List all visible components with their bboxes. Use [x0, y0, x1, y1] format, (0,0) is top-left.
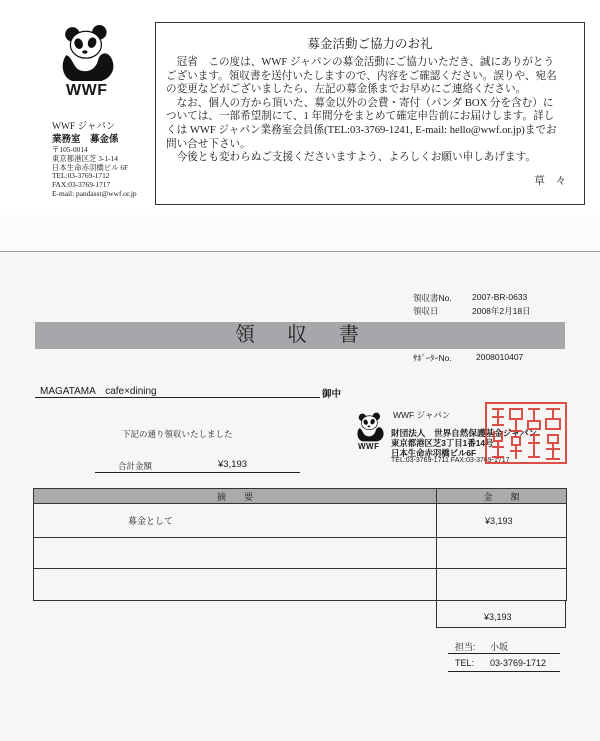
letter-box [155, 22, 585, 205]
total-amount: ¥3,193 [218, 459, 248, 470]
staff-tel-label: TEL: [455, 658, 475, 668]
wwf-panda-logo-icon [57, 24, 121, 82]
total-underline [95, 472, 300, 473]
wwf-logo-text: WWF [66, 82, 108, 99]
staff-label: 担当: [455, 642, 476, 652]
org-address1: 東京都港区芝 3-1-14 [52, 154, 118, 163]
letter-line: 今後とも変わらぬご支援くださいますよう、よろしくお願い申しあげます。 [166, 152, 536, 164]
table-header-row [34, 489, 567, 504]
supporter-no-label: ｻﾎﾟｰﾀｰNo. [413, 353, 452, 363]
org-email: E-mail: pandasst@wwf.or.jp [52, 189, 137, 198]
staff-underline [448, 653, 560, 654]
letter-line: の変更などがございましたら、左記の募金係までお早めにご連絡ください。 [166, 84, 527, 96]
org-postal: 〒105-0014 [52, 145, 88, 154]
staff-tel-underline [448, 671, 560, 672]
letter-closing: 草 々 [534, 176, 566, 187]
issuer-address1: 東京都港区芝3丁目1番14号 [391, 438, 494, 448]
total-label: 合計金額 [118, 461, 153, 471]
row-amount: ¥3,193 [437, 504, 567, 538]
letter-line: なお、個人の方から頂いた、募金以外の会費・寄付（パンダ BOX 分を含む）に [166, 97, 554, 109]
receipt-no: 2007-BR-0633 [472, 292, 528, 302]
addressee: MAGATAMA cafe×dining [40, 386, 157, 397]
issuer-name: WWF ジャパン [393, 410, 451, 420]
org-name: WWF ジャパン [52, 122, 116, 132]
org-address2: 日本生命赤羽橋ビル 6F [52, 163, 129, 172]
supporter-no: 2008010407 [476, 352, 524, 362]
letter-title: 募金活動ご協力のお礼 [307, 37, 433, 51]
line-items-table [33, 488, 567, 601]
letter-line: 冠省 この度は、WWF ジャパンの募金活動にご協力いただき、誠にありがとう [166, 57, 555, 68]
thank-you-letter [0, 0, 600, 215]
letter-line: 問い合せ下さい。 [166, 138, 251, 150]
table-row [34, 569, 567, 601]
row-amount [437, 569, 567, 601]
issuer-legal-name: 財団法人 世界自然保護基金ジャパン [391, 428, 537, 438]
staff-tel: 03-3769-1712 [490, 658, 547, 668]
header-amount: 金 額 [437, 489, 567, 504]
issuer-address2: 日本生命赤羽橋ビル6F [391, 448, 477, 458]
letter-body [166, 56, 557, 165]
receipt-no-label: 領収書No. [413, 293, 452, 303]
addressee-underline [35, 397, 320, 398]
header-description: 摘 要 [34, 489, 437, 504]
table-row [34, 504, 567, 538]
receipt-title: 領 収 書 [35, 322, 565, 349]
row-amount [437, 538, 567, 569]
receipt-date-label: 領収日 [413, 306, 439, 316]
table-row [34, 538, 567, 569]
table-total-amount: ¥3,193 [436, 600, 566, 628]
received-statement: 下記の通り領収いたしました [122, 429, 233, 439]
letter-line: ついては、一部希望制にて、1 年間分をまとめて確定申告前にお届けします。詳し [166, 111, 555, 123]
staff-name: 小坂 [490, 642, 509, 652]
row-description [34, 569, 437, 601]
letter-line: ございます。領収書を送付いたしますので、内容をご確認ください。誤りや、宛名 [166, 70, 557, 82]
receipt-date: 2008年2月18日 [472, 306, 531, 316]
row-description [34, 538, 437, 569]
org-dept: 業務室 募金係 [52, 135, 119, 145]
wwf-panda-small-logo-icon [355, 412, 387, 442]
row-description: 募金として [34, 504, 437, 538]
org-tel: TEL:03-3769-1712 [52, 171, 110, 180]
official-seal-icon [484, 401, 568, 465]
org-fax: FAX:03-3769-1717 [52, 180, 111, 189]
issuer-tel-fax: TEL:03-3769-1711 FAX:03-3769-1717 [391, 457, 510, 464]
honorific: 御中 [322, 389, 342, 400]
letter-line: くは WWF ジャパン業務室会員係(TEL:03-3769-1241, E-mail: hello@wwf.or.jp)までお [166, 124, 557, 136]
wwf-small-logo-text: WWF [358, 442, 380, 451]
